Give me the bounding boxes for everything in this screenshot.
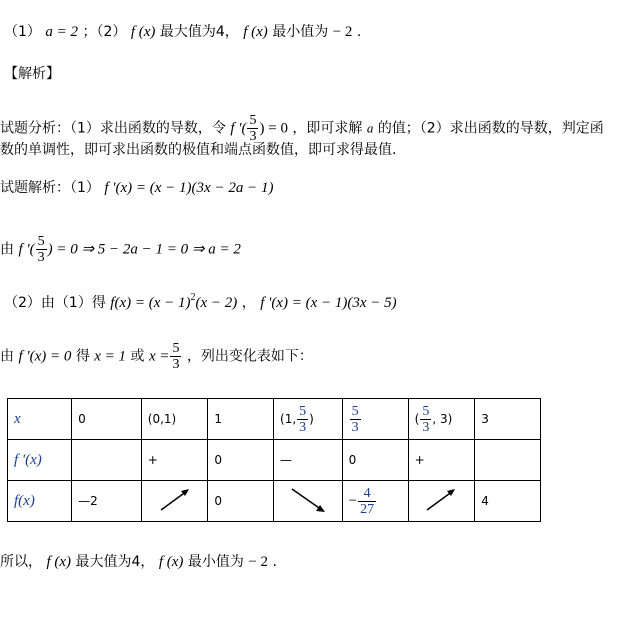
- cell-fx-1: 0: [208, 481, 274, 522]
- cell-x-5-3-fraction: [350, 404, 361, 435]
- cell-x-1-5-3: [274, 399, 343, 440]
- cell-x-1-5-3-num: 5: [299, 403, 307, 419]
- part2-fx-rest: (x − 2): [195, 295, 238, 311]
- row-header-fprime: f '(x): [8, 440, 72, 481]
- cell-x-1-5-3-fraction: [297, 404, 308, 435]
- part2-fx: f(x) = (x − 1): [110, 295, 191, 311]
- conclusion-line: [0, 552, 277, 572]
- cell-fp-1-5-3: —: [274, 440, 343, 481]
- solution-derivative: f '(x) = (x − 1)(3x − 2a − 1): [104, 180, 274, 196]
- cell-fx-3: 4: [475, 481, 541, 522]
- cell-fx-5-3-3: [408, 481, 475, 522]
- analysis-text-b: ，即可求解: [292, 120, 363, 137]
- table-row-x: [8, 399, 541, 440]
- conclusion-so: 所以，: [0, 554, 42, 570]
- part2-label: （2）由（1）得: [4, 295, 106, 311]
- row-header-x: x: [8, 399, 72, 440]
- answer-separator: ；（2）: [82, 24, 127, 40]
- analysis-var-a: a: [366, 120, 374, 136]
- cell-fp-0: [72, 440, 142, 481]
- part2-derivative: f '(x) = (x − 1)(3x − 5): [260, 295, 397, 311]
- cell-x-0: 0: [72, 399, 142, 440]
- solution-label: 试题解析：（1）: [0, 180, 100, 196]
- solution-fprime: f '(: [18, 241, 35, 258]
- cell-fx-5-3-fraction: [358, 486, 376, 517]
- analysis-eq-zero: ) = 0: [259, 120, 288, 137]
- increase-arrow-icon: [155, 485, 195, 515]
- conclusion-fx: f (x): [46, 554, 72, 570]
- zero-fprime: f '(x) = 0: [18, 348, 72, 365]
- zero-frac-den: 3: [172, 357, 180, 372]
- answer-a-value: a = 2: [45, 24, 78, 40]
- cell-x-0-1-text: (0,1): [147, 412, 177, 426]
- solution-frac-num: 5: [37, 234, 45, 249]
- cell-x-5-3-3-fraction: [420, 404, 431, 435]
- analysis-frac-den: 3: [249, 129, 257, 144]
- answer-min-value: − 2: [332, 24, 353, 40]
- cell-fx-0-1: [141, 481, 208, 522]
- conclusion-fx2: f (x): [158, 554, 184, 570]
- cell-x-1-5-3-den: 3: [299, 419, 307, 435]
- cell-x-0-1: [141, 399, 208, 440]
- cell-fx-5-3-den: 27: [360, 501, 375, 517]
- analysis-line-2: 数的单调性，即可求出函数的极值和端点函数值，即可求得最值.: [0, 142, 397, 158]
- solution-fraction: [36, 234, 47, 265]
- solution-line-3: [4, 288, 397, 313]
- increase-arrow-icon: [421, 485, 461, 515]
- cell-x-5-3-3: [408, 399, 475, 440]
- zero-tail-text: ，列出变化表如下：: [186, 348, 313, 365]
- cell-fx-5-3-num: 4: [363, 485, 371, 501]
- answer-min-text: 最小值为: [272, 24, 329, 40]
- solution-by-text: 由: [0, 241, 14, 258]
- cell-fx-1-5-3: [274, 481, 343, 522]
- cell-x-1: 1: [208, 399, 274, 440]
- solution-line-1: [0, 178, 273, 198]
- cell-fx-5-3: [342, 481, 408, 522]
- cell-x-5-3-num: 5: [351, 403, 359, 419]
- answer-fx: f (x): [130, 24, 156, 40]
- cell-x-1-5-3-open: (1,: [280, 411, 297, 426]
- analysis-frac-num: 5: [249, 113, 257, 128]
- conclusion-min-value: − 2: [248, 554, 269, 570]
- cell-x-3: 3: [475, 399, 541, 440]
- cell-fx-0: —2: [72, 481, 142, 522]
- jiexi-heading: 【解析】: [4, 66, 60, 82]
- conclusion-end: .: [272, 554, 277, 570]
- cell-x-5-3-3-num: 5: [422, 403, 430, 419]
- conclusion-min-text: 最小值为: [187, 554, 244, 570]
- analysis-text-a: 试题分析：（1）求出函数的导数，令: [0, 120, 226, 137]
- solution-line-4: [0, 341, 313, 372]
- table-row-fx: [8, 481, 541, 522]
- solution-line-2: [0, 234, 241, 265]
- decrease-arrow-icon: [286, 484, 330, 516]
- cell-x-5-3: [342, 399, 408, 440]
- cell-fp-1: 0: [208, 440, 274, 481]
- cell-x-1-5-3-close: ): [309, 411, 314, 426]
- part2-square: 2: [190, 292, 196, 303]
- cell-fp-5-3: 0: [342, 440, 408, 481]
- cell-fp-3: [475, 440, 541, 481]
- table-row-fprime: [8, 440, 541, 481]
- cell-fx-5-3-sign: −: [348, 492, 358, 509]
- answer-end: .: [356, 24, 362, 40]
- zero-x2: x =: [148, 348, 170, 365]
- analysis-text-c: 的值；（2）求出函数的导数，判定函: [377, 120, 604, 137]
- analysis-fprime: f '(: [230, 120, 247, 137]
- answer-fx2: f (x): [243, 24, 268, 40]
- solution-implication: ) = 0 ⇒ 5 − 2a − 1 = 0 ⇒ a = 2: [47, 241, 241, 258]
- zero-fraction: [170, 341, 181, 372]
- row-header-fx: f(x): [8, 481, 72, 522]
- solution-frac-den: 3: [37, 250, 45, 265]
- cell-x-5-3-3-den: 3: [422, 419, 430, 435]
- conclusion-max-text: 最大值为4，: [75, 554, 155, 570]
- answer-max-text: 最大值为4，: [159, 24, 239, 40]
- cell-x-5-3-3-close: , 3): [432, 411, 453, 426]
- part2-comma: ，: [241, 295, 256, 311]
- zero-or-text: 或: [130, 348, 145, 365]
- variation-table: [7, 398, 541, 522]
- cell-x-5-3-den: 3: [351, 419, 359, 435]
- zero-get-text: 得: [75, 348, 90, 365]
- cell-fp-5-3-3: +: [408, 440, 475, 481]
- answer-part1-label: （1）: [4, 24, 41, 40]
- cell-x-5-3-3-open: (: [414, 411, 420, 426]
- zero-frac-num: 5: [172, 341, 180, 356]
- answer-line: [4, 22, 361, 42]
- zero-x1: x = 1: [94, 348, 127, 365]
- cell-fp-0-1: +: [141, 440, 208, 481]
- zero-by-text: 由: [0, 348, 14, 365]
